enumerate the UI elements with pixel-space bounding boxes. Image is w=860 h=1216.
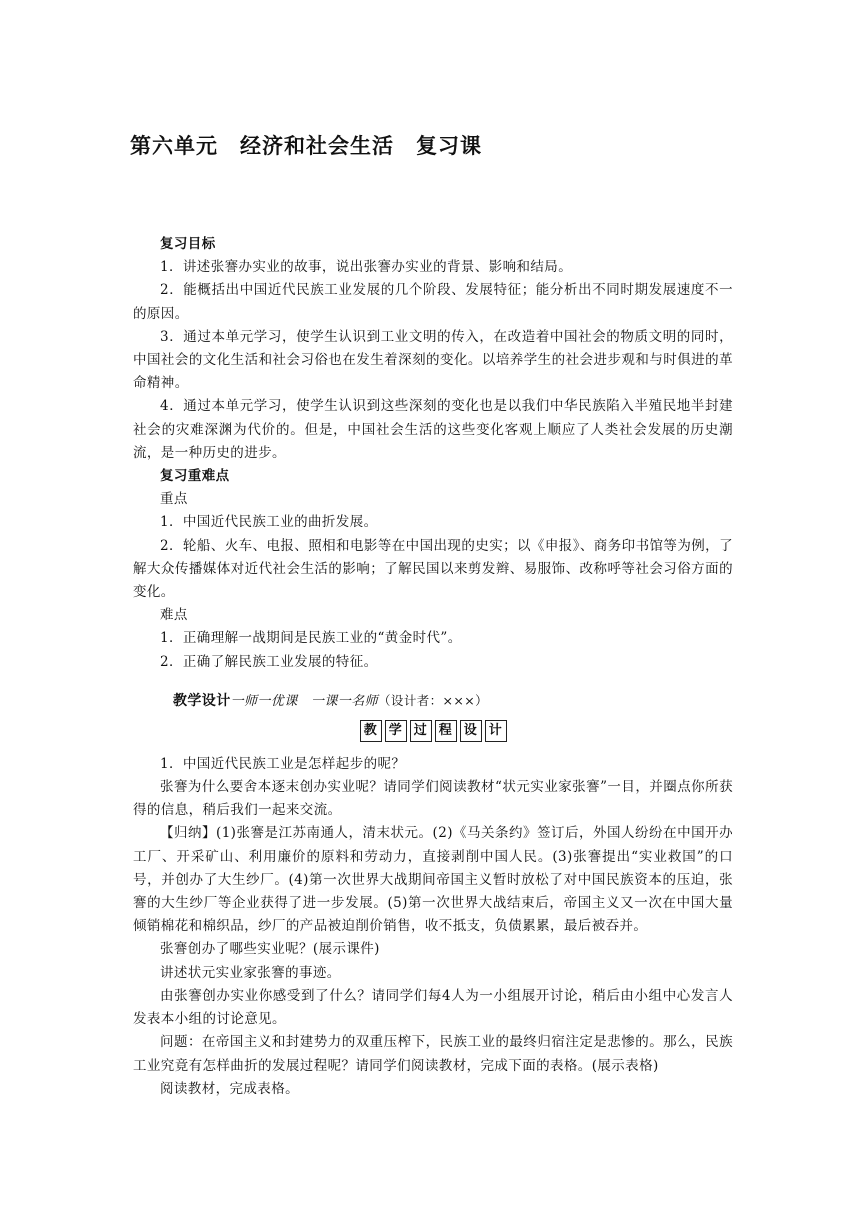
- boxed-char: 计: [485, 720, 507, 742]
- process-paragraph: 由张謇创办实业你感受到了什么？请同学们每4人为一小组展开讨论，稍后由小组中心发言人发表本小组的讨论意见。: [133, 987, 733, 1028]
- boxed-char: 学: [385, 720, 407, 742]
- difficulty-item: 1．正确理解一战期间是民族工业的“黄金时代”。: [160, 630, 462, 647]
- process-paragraph: 讲述状元实业家张謇的事迹。: [160, 964, 341, 981]
- summary-paragraph: [133, 822, 733, 938]
- process-paragraph: 张謇为什么要舍本逐末创办实业呢？请同学们阅读教材“状元实业家张謇”一目，并圈点你所获得的信息，稍后我们一起来交流。: [133, 779, 733, 819]
- teaching-design-designer: （设计者：×××）: [378, 692, 489, 708]
- boxed-char: 设: [460, 720, 482, 742]
- review-goal-item: 3．通过本单元学习，使学生认识到工业文明的传入，在改造着中国社会的物质文明的同时，中国社会的文化生活和社会习俗也在发生着深刻的变化。以培养学生的社会进步观和与时俱进的革命精神。: [133, 328, 733, 392]
- boxed-char: 过: [410, 720, 432, 742]
- summary-text: (1)张謇是江苏南通人，清末状元。(2)《马关条约》签订后，外国人纷纷在中国开办工厂、开采矿山、利用廉价的原料和劳动力，直接剥削中国人民。(3)张謇提出“实业救国”的口号，并创办了大生纱厂。(4)第一次世界大战期间帝国主义暂时放松了对中国民族资本的压迫，张謇的大生纱厂等企业获得了进一步发展。(5)第一次世界大战结束后，帝国主义又一次在中国大量倾销棉花和棉织品，纱厂的产品被迫削价销售，收不抵支，负债累累，最后被吞并。: [133, 825, 733, 935]
- process-paragraph: 阅读教材，完成表格。: [160, 1080, 299, 1097]
- process-title-boxes: [133, 719, 733, 745]
- teaching-design-subtitle: 一师一优课 一课一名师: [230, 693, 379, 709]
- boxed-char: 程: [435, 720, 457, 742]
- document-body: [133, 233, 733, 1101]
- process-paragraph: 问题：在帝国主义和封建势力的双重压榨下，民族工业的最终归宿注定是悲惨的。那么，民族工业究竟有怎样曲折的发展过程呢？请同学们阅读教材，完成下面的表格。(展示表格): [133, 1034, 733, 1074]
- review-goal-item: 2．能概括出中国近代民族工业发展的几个阶段、发展特征；能分析出不同时期发展速度不一的原因。: [133, 282, 733, 322]
- review-goal-item: 4．通过本单元学习，使学生认识到这些深刻的变化也是以我们中华民族陷入半殖民地半封建社会的灾难深渊为代价的。但是，中国社会生活的这些变化客观上顺应了人类社会发展的历史潮流，是一种历史的进步。: [133, 398, 733, 461]
- summary-label: 【归纳】: [160, 825, 217, 842]
- review-goal-item: 1．讲述张謇办实业的故事，说出张謇办实业的背景、影响和结局。: [160, 259, 573, 276]
- difficulty-item: 2．正确了解民族工业发展的特征。: [160, 653, 378, 670]
- difficulty-label: 难点: [160, 607, 188, 624]
- focus-item: 1．中国近代民族工业的曲折发展。: [160, 514, 378, 531]
- process-paragraph: 张謇创办了哪些实业呢？(展示课件): [160, 941, 380, 958]
- key-points-heading: 复习重难点: [160, 468, 230, 485]
- teaching-design-label: 教学设计: [173, 692, 231, 709]
- review-goals-heading: 复习目标: [160, 236, 216, 252]
- process-question: 1．中国近代民族工业是怎样起步的呢？: [160, 755, 406, 772]
- boxed-char: 教: [360, 720, 382, 742]
- teaching-design-header: [133, 688, 733, 715]
- focus-item: 2．轮船、火车、电报、照相和电影等在中国出现的史实；以《申报》、商务印书馆等为例，了解大众传播媒体对近代社会生活的影响；了解民国以来剪发辫、易服饰、改称呼等社会习俗方面的变化。: [133, 537, 733, 601]
- page-title: 第六单元 经济和社会生活 复习课: [130, 134, 482, 158]
- focus-label: 重点: [160, 491, 188, 508]
